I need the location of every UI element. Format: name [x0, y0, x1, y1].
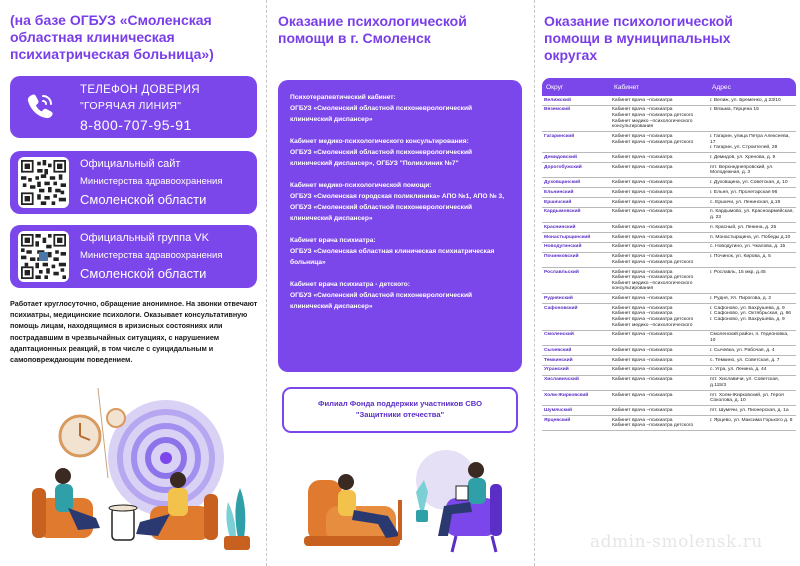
hotline-card[interactable] [10, 76, 257, 138]
vk-region: Смоленской области [80, 266, 207, 281]
cabinet-cell: Кабинет врача –психиатра [610, 375, 708, 390]
service-block [290, 92, 512, 125]
address-cell: г. Сафоново, ул. Вахрушева, д. 9 г. Сафоново, ул. Октябрьская, д. 66 г. Сафоново, ул. Вахрушева, д. 9 [708, 304, 796, 331]
cabinet-cell: Кабинет врача –психиатра [610, 207, 708, 222]
table-body [542, 96, 796, 431]
cabinet-cell: Кабинет врача –психиатра [610, 188, 708, 198]
address-cell: Смоленский район, п. Гедеоновка, 10 [708, 330, 796, 345]
address-cell: г. Демидов, ул. Хренова, д. 9 [708, 153, 796, 163]
cabinet-cell: Кабинет врача –психиатра [610, 223, 708, 233]
table-row [542, 365, 796, 375]
address-cell: с. Темкино, ул. Советская, д. 7 [708, 355, 796, 365]
table-row [542, 178, 796, 188]
service-orgs: ОГБУЗ «Смоленский областной психоневрологический клинический диспансер» [290, 105, 473, 123]
cabinet-cell: Кабинет врача –психиатра [610, 163, 708, 178]
district-cell: Вяземский [542, 105, 610, 132]
table-row [542, 252, 796, 267]
district-cell: Велижский [542, 96, 610, 105]
service-heading: Кабинет врача психиатра: [290, 237, 376, 244]
cabinet-cell: Кабинет врача –психиатра Кабинет врача –психиатра детского [610, 416, 708, 431]
qr-code-icon [21, 160, 66, 205]
qr-code-vk[interactable] [18, 231, 69, 282]
district-cell: Духовщинский [542, 178, 610, 188]
site-label: Официальный сайт [80, 158, 181, 170]
address-cell: г. Ельня, ул. Пролетарская 96 [708, 188, 796, 198]
district-cell: Сычевский [542, 346, 610, 356]
table-row [542, 294, 796, 304]
official-site-card[interactable] [10, 151, 257, 214]
vk-label: Официальный группа VK [80, 232, 209, 244]
table-row [542, 105, 796, 132]
address-cell: пгт. Шумячи, ул. Пионерская, д. 1а [708, 406, 796, 416]
cabinet-cell: Кабинет врача –психиатра [610, 346, 708, 356]
address-cell: г. Духовщина, ул. Советская, д. 10 [708, 178, 796, 188]
table-row [542, 96, 796, 105]
panel1-title: (на базе ОГБУЗ «Смоленская областная клиническая психиатрическая больница») [10, 12, 214, 62]
cabinet-cell: Кабинет врача –психиатра Кабинет врача –психиатра детского [610, 252, 708, 267]
table-row [542, 304, 796, 331]
phone-icon [24, 91, 56, 123]
district-cell: Смоленский [542, 330, 610, 345]
hotline-description: Работает круглосуточно, обращение анонимное. На звонки отвечают психиатры, медицинские психологи. Оказывает консультативную помощь лицам, находящимся в кризисных состояниях или пострадавшим в чрезвычайных ситуациях, с нарушением адаптационных реакций, в том числе с суицидальным и самоповреждающим поведением. [10, 299, 258, 365]
hotline-label: ТЕЛЕФОН ДОВЕРИЯ [80, 84, 200, 96]
cabinet-cell: Кабинет врача –психиатра [610, 330, 708, 345]
cabinet-cell: Кабинет врача –психиатра [610, 406, 708, 416]
panel-smolensk [266, 0, 534, 566]
district-cell: Краснинский [542, 223, 610, 233]
cabinet-cell: Кабинет врача –психиатра [610, 294, 708, 304]
district-cell: Ельнинский [542, 188, 610, 198]
address-cell: пгт. Хиславичи, ул. Советская, д.115/3 [708, 375, 796, 390]
counseling-illustration [18, 378, 258, 558]
cabinet-cell: Кабинет врача –психиатра [610, 355, 708, 365]
district-cell: Монастырщинский [542, 232, 610, 242]
address-cell: г. Гагарин, улица Петра Алексеева, 17 г. Гагарин, ул. Строителей, 28 [708, 132, 796, 153]
service-orgs: ОГБУЗ «Смоленская городская поликлиника» АПО №1, АПО № 3, ОГБУЗ «Смоленский областной психоневрологический клинический диспансер» [290, 193, 505, 222]
district-cell: Новодугинский [542, 242, 610, 252]
service-orgs: ОГБУЗ «Смоленский областной психоневрологический клинический диспансер» [290, 292, 473, 310]
table-row [542, 242, 796, 252]
address-cell: пгт. Холм-Жирковский, ул. Героя Соколова, д. 10 [708, 390, 796, 405]
district-cell: Ярцевский [542, 416, 610, 431]
cabinet-cell: Кабинет врача –психиатра [610, 242, 708, 252]
table-row [542, 355, 796, 365]
cabinet-cell: Кабинет врача –психиатра [610, 390, 708, 405]
address-cell: г. Рудня, Ул. Пирогова, д. 2 [708, 294, 796, 304]
hotline-number[interactable]: 8-800-707-95-91 [80, 117, 192, 133]
panel2-title: Оказание психологической помощи в г. Смоленск [278, 13, 467, 46]
table-row [542, 375, 796, 390]
cabinet-cell: Кабинет врача –психиатра Кабинет врача –психиатра детского Кабинет медико –психологического консультирования [610, 267, 708, 294]
address-cell: г. Вязьма, Герцена 15 [708, 105, 796, 132]
district-cell: Ершичский [542, 198, 610, 208]
address-cell: г. Сычевка, ул. Рабочая, д. 4 [708, 346, 796, 356]
service-orgs: ОГБУЗ «Смоленская областная клиническая психиатрическая больница» [290, 248, 495, 266]
cabinet-cell: Кабинет врача –психиатра [610, 178, 708, 188]
address-cell: с. Угра, ул. Ленина, д. 44 [708, 365, 796, 375]
district-cell: Починковский [542, 252, 610, 267]
district-cell: Шумячский [542, 406, 610, 416]
service-heading: Кабинет медико-психологического консультирования: [290, 138, 469, 145]
district-cell: Демидовский [542, 153, 610, 163]
district-cell: Сафоновский [542, 304, 610, 331]
vk-ministry: Министерства здравоохранения [80, 250, 223, 261]
table-row [542, 330, 796, 345]
table-row [542, 406, 796, 416]
service-block [290, 136, 512, 169]
site-region: Смоленской области [80, 192, 207, 207]
column-header: Кабинет [610, 78, 708, 96]
fund-subtitle: "Защитники отечества" [355, 410, 445, 419]
address-cell: п. Красный, ул. Ленина, д. 25 [708, 223, 796, 233]
qr-code-site[interactable] [18, 157, 69, 208]
district-cell: Темкинский [542, 355, 610, 365]
hotline-sublabel: "ГОРЯЧАЯ ЛИНИЯ" [80, 100, 182, 112]
watermark: admin-smolensk.ru [590, 532, 763, 552]
therapy-illustration [296, 440, 511, 562]
service-orgs: ОГБУЗ «Смоленский областной психоневрологический клинический диспансер», ОГБУЗ "Поликлиник №7" [290, 149, 473, 167]
svo-fund-box [282, 387, 518, 433]
table-row [542, 346, 796, 356]
service-block [290, 180, 512, 224]
table-row [542, 223, 796, 233]
cabinet-cell: Кабинет врача –психиатра [610, 96, 708, 105]
district-cell: Рославльский [542, 267, 610, 294]
district-cell: Дорогобужский [542, 163, 610, 178]
address-cell: г. Рославль, 15 мкр, д.45 [708, 267, 796, 294]
panel-hotline [0, 0, 266, 566]
table-row [542, 390, 796, 405]
service-block [290, 279, 512, 312]
cabinet-cell: Кабинет врача –психиатра Кабинет врача –психиатра детского Кабинет медико –психологического консультирования [610, 105, 708, 132]
cabinet-cell: Кабинет врача –психиатра [610, 153, 708, 163]
qr-code-icon [21, 234, 66, 279]
service-heading: Кабинет медико-психологической помощи: [290, 182, 432, 189]
table-row [542, 153, 796, 163]
address-cell: п. Кардымово, ул. Красноармейская, д. 23 [708, 207, 796, 222]
district-cell: Угранский [542, 365, 610, 375]
cabinet-cell: Кабинет врача –психиатра Кабинет врача –психиатра Кабинет врача –психиатра детского Кабинет медико –психологического [610, 304, 708, 331]
fund-name: Филиал Фонда поддержки участников СВО [317, 399, 482, 408]
cabinet-cell: Кабинет врача –психиатра [610, 365, 708, 375]
panel-municipal [534, 0, 800, 566]
address-cell: пгт. Верхнеднепровский, ул. Молодежная, д. 3 [708, 163, 796, 178]
table-row [542, 207, 796, 222]
cabinet-cell: Кабинет врача –психиатра [610, 232, 708, 242]
smolensk-services-card [278, 80, 522, 372]
table-row [542, 232, 796, 242]
district-cell: Хиславичский [542, 375, 610, 390]
panel3-title: Оказание психологической помощи в муниципальных округах [544, 13, 733, 63]
table-row [542, 163, 796, 178]
service-heading: Кабинет врача психиатра - детского: [290, 281, 411, 288]
table-row [542, 188, 796, 198]
district-cell: Кардымовский [542, 207, 610, 222]
cabinet-cell: Кабинет врача –психиатра Кабинет врача –психиатра детского [610, 132, 708, 153]
table-row [542, 416, 796, 431]
address-cell: г. Велиж, ул. Бременко, д 23/10 [708, 96, 796, 105]
address-cell: с. Ершичи, ул. Ленинская, д.19 [708, 198, 796, 208]
vk-group-card[interactable] [10, 225, 257, 288]
table-header [542, 78, 796, 96]
service-block [290, 235, 512, 268]
table-row [542, 132, 796, 153]
address-cell: п. Монастырщина, ул. Победы д.10 [708, 232, 796, 242]
district-cell: Руднянский [542, 294, 610, 304]
district-cell: Гагаринский [542, 132, 610, 153]
column-header: Округ [542, 78, 610, 96]
table-row [542, 267, 796, 294]
site-ministry: Министерства здравоохранения [80, 176, 223, 187]
address-cell: г. Починок, ул. Кирова, д. 5 [708, 252, 796, 267]
column-header: Адрес [708, 78, 796, 96]
address-cell: с. Новодугино, ул. Чкалова, д. 15 [708, 242, 796, 252]
address-cell: г. Ярцево, ул. Максима Горького д. 8 [708, 416, 796, 431]
service-heading: Психотерапевтический кабинет: [290, 94, 396, 101]
district-cell: Холм-Жирковский [542, 390, 610, 405]
municipal-table [542, 78, 796, 431]
cabinet-cell: Кабинет врача –психиатра [610, 198, 708, 208]
table-row [542, 198, 796, 208]
